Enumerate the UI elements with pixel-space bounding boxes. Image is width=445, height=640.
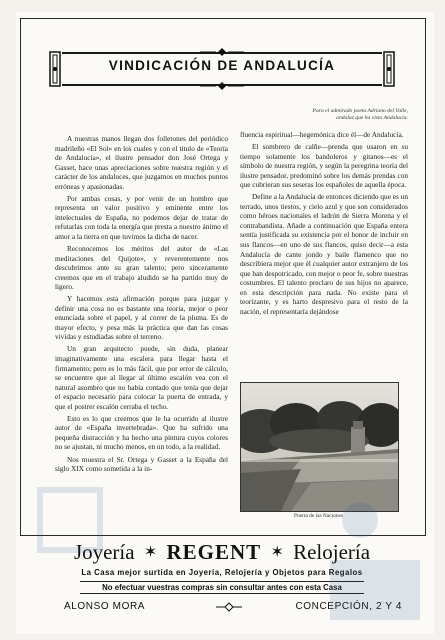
ad-brand-left: Joyería [73, 540, 135, 564]
paragraph: Y hacemos esta afirmación porque para juzgar y definir una cosa no es bastante una teoría, mejor o peor enunciada sobre el papel, y al correr de la pluma. Es de mayor efecto, y pesa más la práctica que dan las cosas vividas y estudiadas sobre el terreno. [55, 294, 228, 342]
ad-brand-right: Relojería [293, 540, 371, 564]
paragraph: Nos muestra el Sr. Ortega y Gasset a la España del siglo XIX como sometida a la in- [55, 454, 228, 474]
ad-tagline: La Casa mejor surtida en Joyería, Relojería y Objetos para Regalos [81, 568, 363, 577]
ad-notice: No efectuar vuestras compras sin consultar antes con esta Casa [80, 581, 364, 594]
paragraph-continuation: fluencia espiritual—hegemónica dice él—de Andalucía. [240, 130, 404, 139]
star-icon: ✶ [143, 544, 158, 561]
article-title: VINDICACIÓN DE ANDALUCÍA [108, 58, 336, 73]
paragraph: Define a la Andalucía de entonces diciendo que es un terrado, unos tiestos, y cielo azul y que son considerados como héroes nacionales el ladrón de Sierra Morena y el contrabandista. Añade a continuación que España entera sentía justificada su existencia por el honor de incluir en sus flancos—en uno de sus flancos, quiso decir—a esta Andalucía de cante jondo y baile flamenco que no describiera mejor que él cualquier autor extranjero de los que han despotricado, con mejor o peor fe, sobre nuestras costumbres. El talento preclaro de sus hijos no aparece, en esta descripción para nada. No existe para el teorizante, y es harto despresivo para el resto de la nación, el representaría dejándose [240, 192, 408, 316]
title-banner [48, 50, 396, 88]
dedication [258, 108, 408, 122]
paragraph: El sombrero de calñe—prenda que usaron en su tiempo solamente los bandoleros y gitanos—es el símbolo de nuestra región, y según la peregrina teoría del ilustre pensador, predominó sobre los demás prendas con que cubrieran sus seseras los españoles de aquella época. [240, 142, 408, 190]
paragraph: Por ambas cosas, y por venir de un hombre que representa un valor positivo y eminente entre los intelectuales de España, no podemos dejar de tratar de refutarlas con toda la energía que presta a nuestro ánimo el amor a la tierra en que tuvimos la dicha de nacer. [55, 193, 228, 241]
dedication-line-1: Para el admirado poeta Adriano del Valle, [312, 108, 408, 114]
paragraph: A nuestras manos llegan dos folletones del periódico madrileño «El Sol» en los cuales y con el título de «Teoría de Andalucía», el ilustre pensador don José Ortega y Gasset, hace unas apreciaciones sobre nuestra región y el carácter de los andaluces, que juzgamos en muchos puntos erróneas y apasionadas. [55, 134, 228, 191]
ad-brand-line [20, 540, 424, 565]
banner-top-flourish-icon [200, 48, 244, 56]
garden-photo [240, 382, 399, 512]
regent-advertisement [20, 538, 424, 626]
ad-ornament-icon [216, 602, 242, 612]
ad-owner: ALONSO MORA [64, 601, 146, 612]
left-column [55, 134, 228, 476]
photo-caption: Puerta de las Naciones [294, 513, 343, 519]
dedication-line-2: andaluz que ha visto Andalucía. [336, 115, 408, 121]
ad-brand-center: REGENT [166, 540, 262, 564]
banner-bottom-flourish-icon [200, 82, 244, 90]
paragraph: Esto es lo que creemos que le ha ocurrido al ilustre autor de «España invertebrada». Que ha sufrido una pequeña distracción y ha hecho una pintura cuyos colores no se ajustan, ni mucho menos, en un todo, a la realidad. [55, 413, 228, 452]
ad-address: CONCEPCIÓN, 2 Y 4 [295, 601, 402, 612]
right-column [240, 130, 408, 319]
banner-right-ornament-icon [382, 50, 396, 88]
paragraph: Un gran arquitecto puede, sin duda, planear imaginativamente una escalera para llegar hasta el firmamento; pero es lo más fácil, que por error de cálculo, se encuentre que al llegar al último escalón vea con el natural asombro que no había contado que tenía que dejar el espacio necesario para colocar la puerta de entrada, y que el postrer escalón cerraba el techo. [55, 344, 228, 411]
star-icon: ✶ [270, 544, 284, 561]
paragraph: Reconocemos los méritos del autor de «Las meditaciones del Quijote», y reverentemente nos descubrimos ante su gran talento; pero sinceramente creemos que en el trabajo aludido se ha partido muy de ligero. [55, 244, 228, 292]
